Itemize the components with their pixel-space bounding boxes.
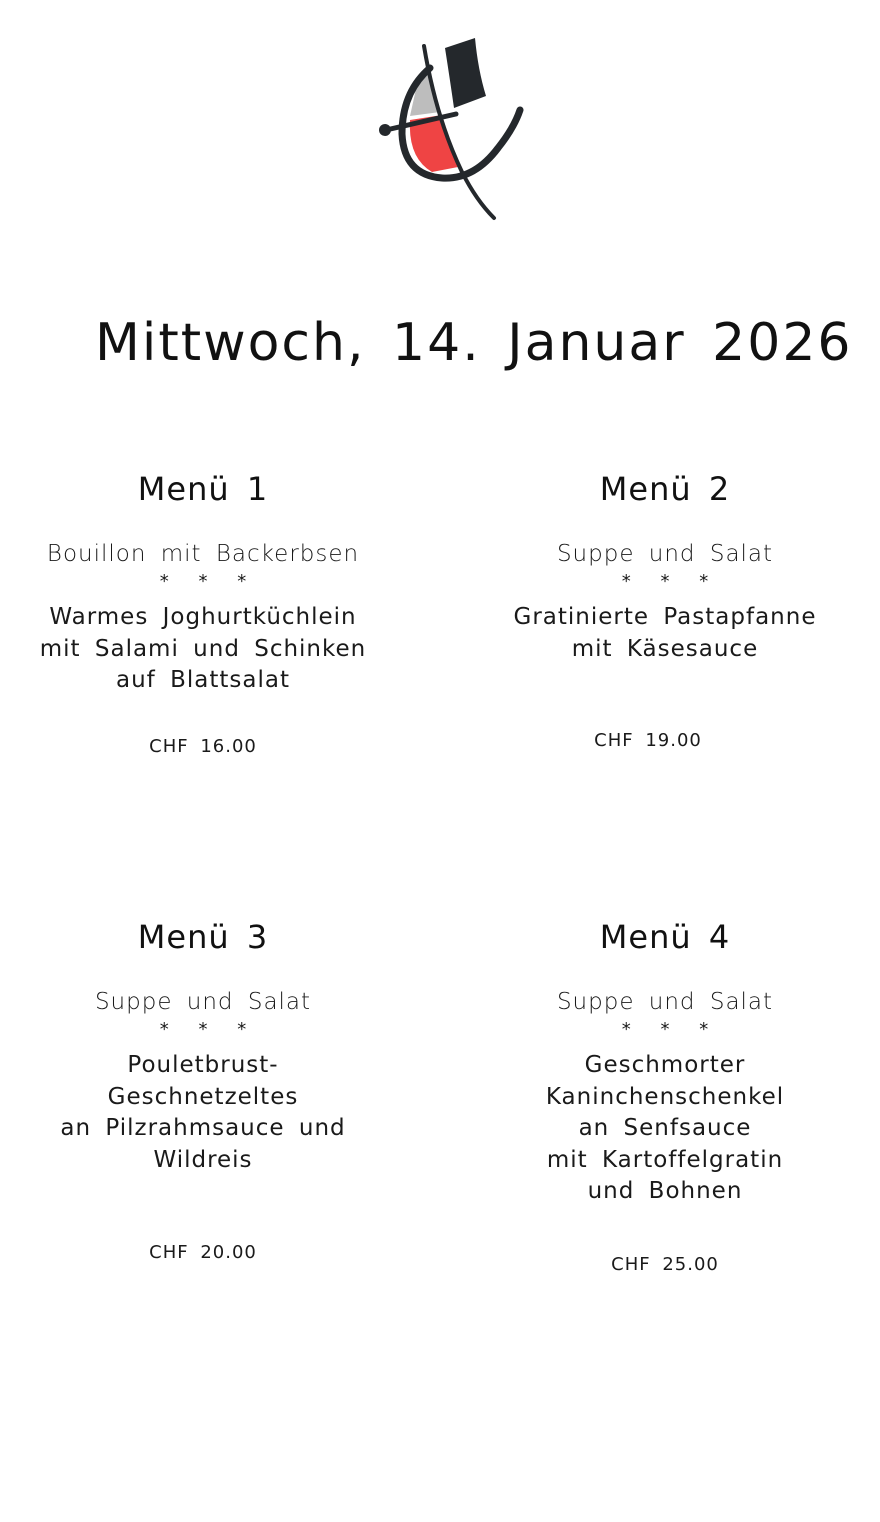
menu-title: Menü 4 bbox=[599, 918, 731, 956]
menu-price: CHF 25.00 bbox=[611, 1254, 719, 1275]
menu-main-line: Kaninchenschenkel bbox=[545, 1083, 785, 1110]
menu-price: CHF 16.00 bbox=[149, 736, 257, 757]
restaurant-logo-icon bbox=[370, 30, 530, 230]
menu-main-line: Gratinierte Pastapfanne bbox=[513, 604, 817, 630]
menu-main-line: auf Blattsalat bbox=[116, 667, 290, 693]
menu-starter: Suppe und Salat bbox=[556, 541, 774, 567]
menu-main-line: mit Käsesauce bbox=[571, 635, 759, 662]
menu-card-3 bbox=[13, 918, 393, 1263]
menu-card-4 bbox=[475, 918, 855, 1275]
menu-main-line: mit Kartoffelgratin bbox=[546, 1146, 784, 1173]
menu-main-course bbox=[13, 602, 393, 697]
menu-title: Menü 1 bbox=[137, 470, 269, 508]
menu-title: Menü 3 bbox=[137, 918, 269, 956]
menu-main-line: Geschnetzeltes bbox=[107, 1083, 299, 1110]
menu-starter: Suppe und Salat bbox=[556, 989, 774, 1015]
menu-price: CHF 19.00 bbox=[594, 730, 702, 751]
menu-main-course bbox=[475, 1050, 855, 1208]
menu-separator: * * * bbox=[621, 1019, 721, 1040]
menu-main-line: Wildreis bbox=[153, 1146, 253, 1173]
menu-title: Menü 2 bbox=[599, 470, 731, 508]
menu-main-line: an Pilzrahmsauce und bbox=[60, 1115, 346, 1141]
menu-main-line: an Senfsauce bbox=[578, 1115, 752, 1141]
date-title: Mittwoch, 14. Januar 2026 bbox=[95, 313, 853, 373]
menu-main-course bbox=[475, 602, 855, 665]
menu-main-line: und Bohnen bbox=[587, 1178, 743, 1204]
menu-starter: Bouillon mit Backerbsen bbox=[46, 541, 360, 567]
menu-main-line: Pouletbrust- bbox=[127, 1052, 279, 1078]
menu-card-1 bbox=[13, 470, 393, 757]
menu-separator: * * * bbox=[159, 571, 259, 592]
menu-separator: * * * bbox=[621, 571, 721, 592]
menu-price: CHF 20.00 bbox=[149, 1242, 257, 1263]
menu-main-course bbox=[13, 1050, 393, 1176]
menu-card-2 bbox=[475, 470, 855, 751]
menu-starter: Suppe und Salat bbox=[94, 989, 312, 1015]
menu-main-line: Warmes Joghurtküchlein bbox=[49, 604, 357, 630]
menu-main-line: mit Salami und Schinken bbox=[39, 635, 367, 662]
menu-main-line: Geschmorter bbox=[584, 1052, 746, 1078]
menu-separator: * * * bbox=[159, 1019, 259, 1040]
